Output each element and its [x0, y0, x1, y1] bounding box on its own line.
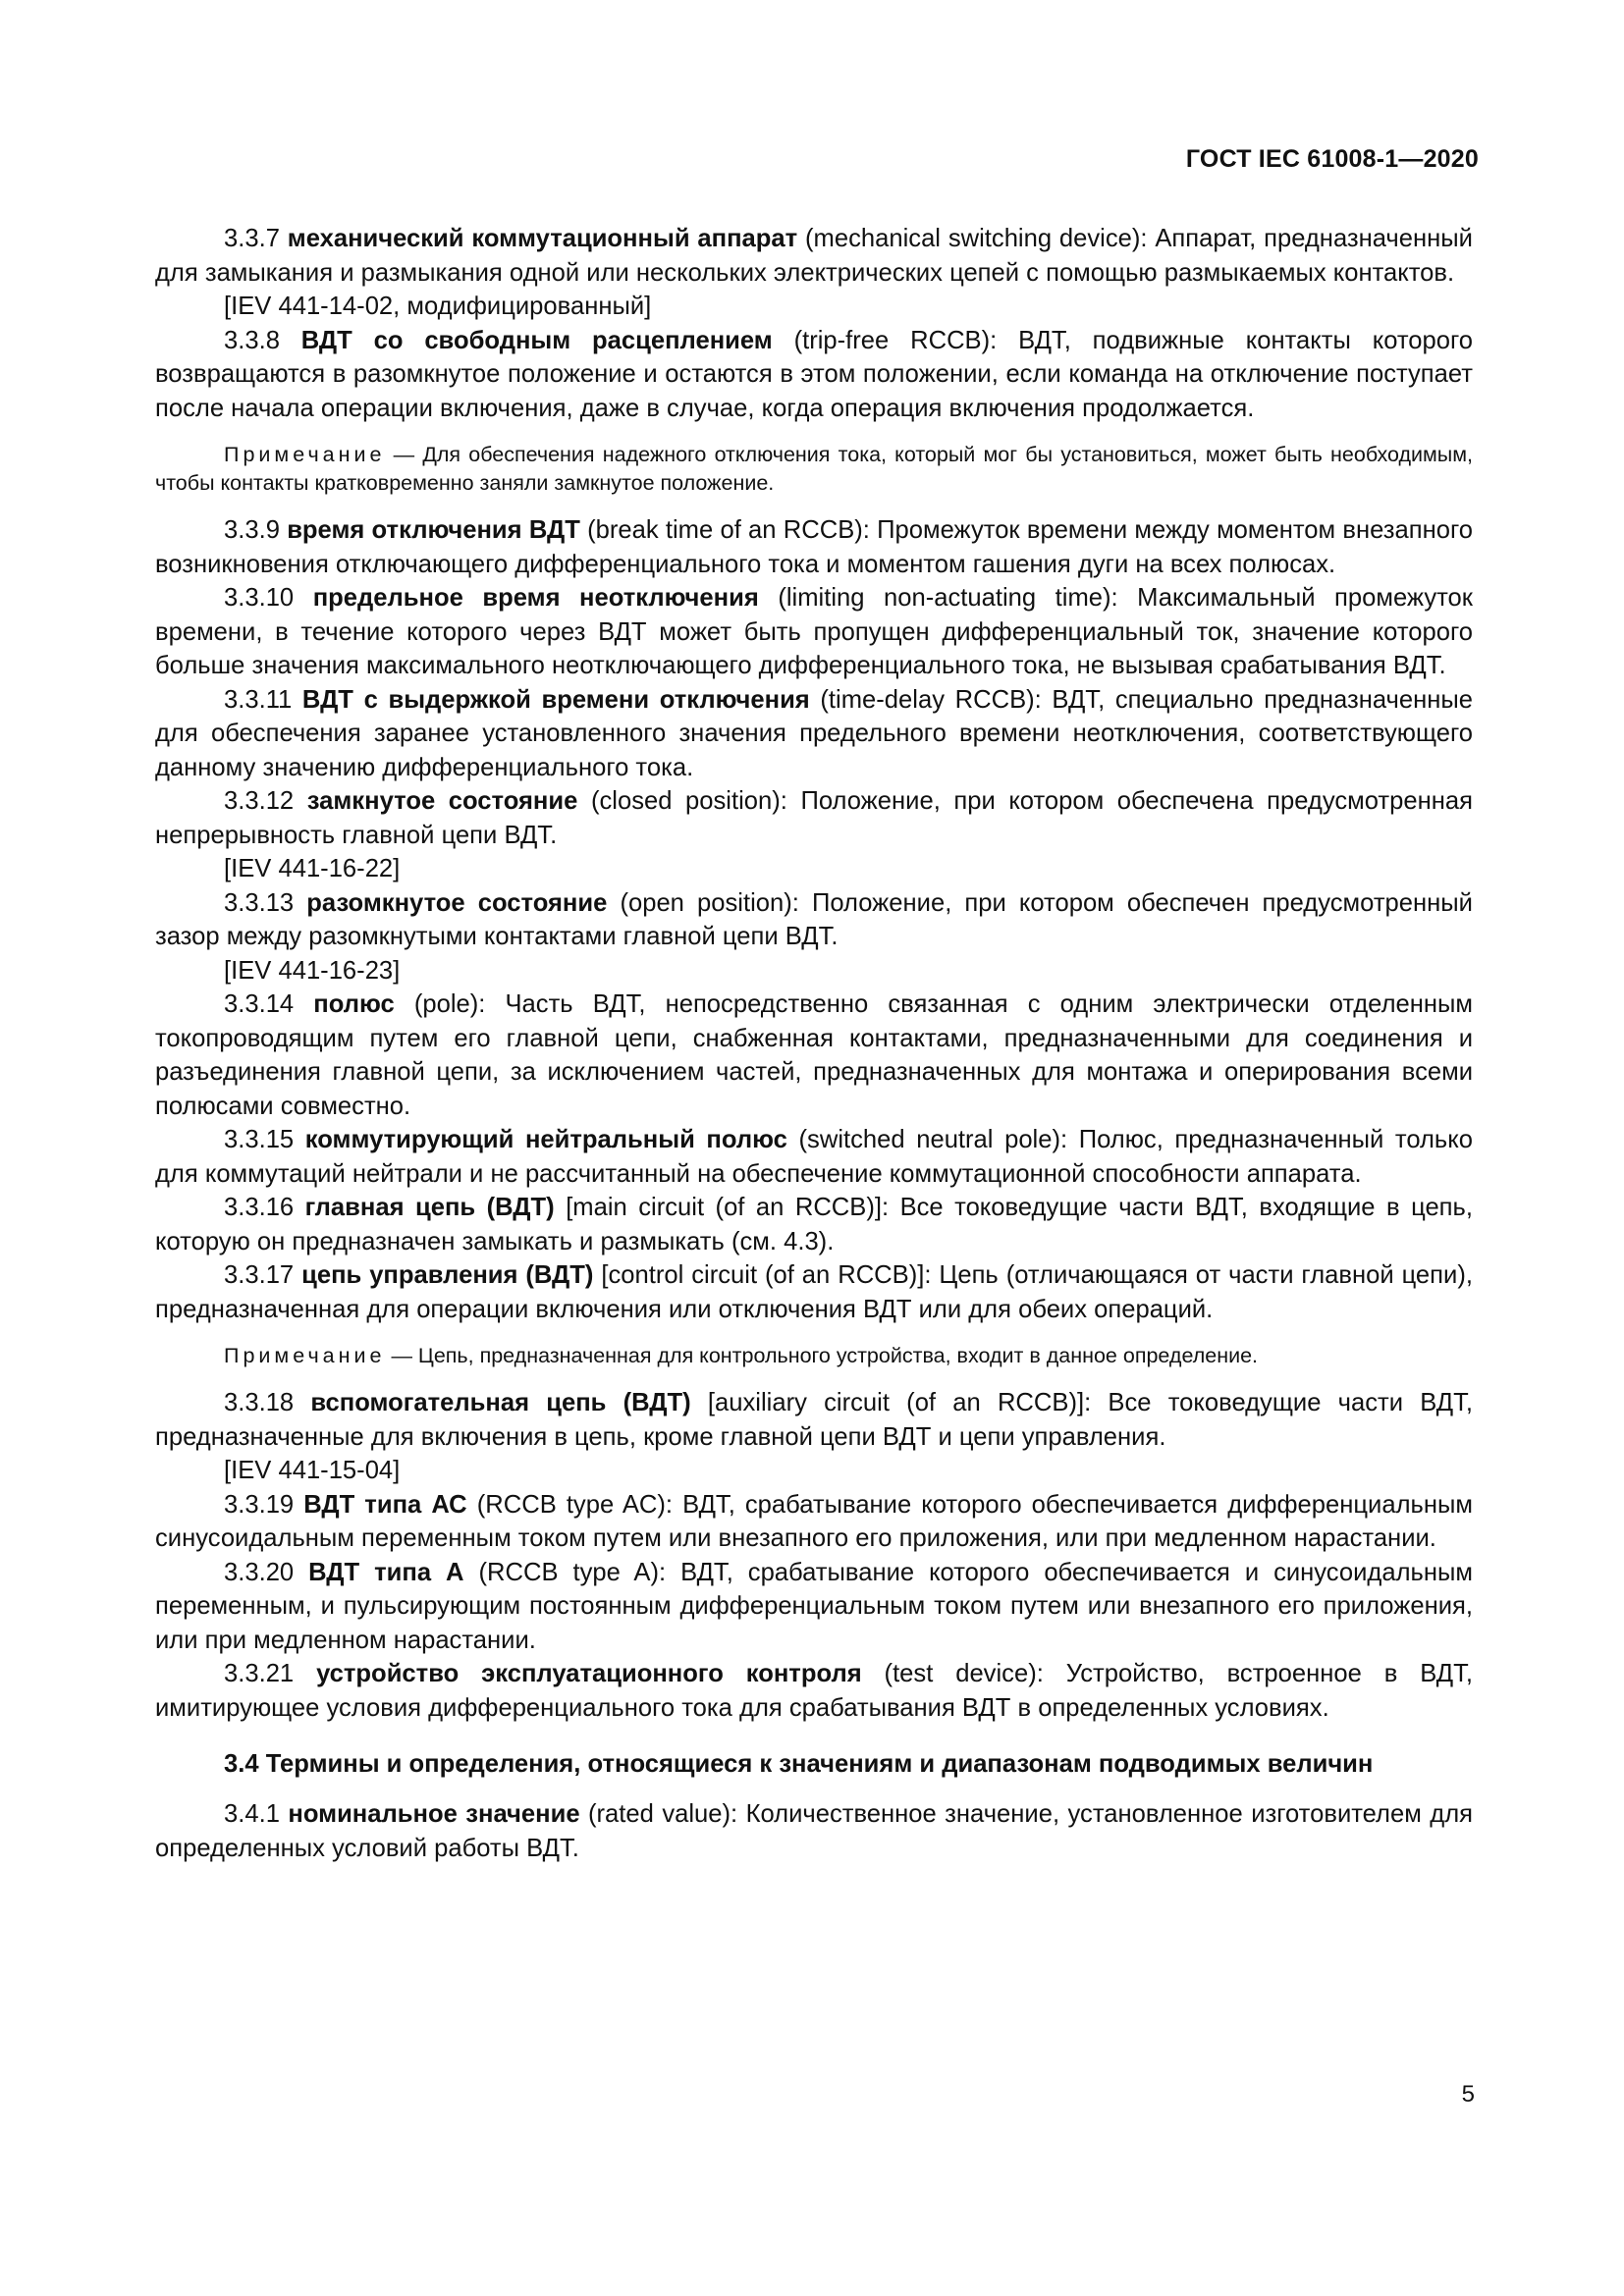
definition-paragraph [155, 988, 1473, 1123]
defined-term: цепь управления (ВДТ) [301, 1261, 594, 1289]
note-label: Примечание [224, 1344, 386, 1367]
iev-reference: [IEV 441-16-22] [224, 855, 401, 882]
document-code-header: ГОСТ IEC 61008-1—2020 [1185, 145, 1479, 173]
clause-number: 3.3.9 [224, 516, 280, 544]
definition-paragraph [155, 683, 1473, 785]
defined-term: разомкнутое состояние [306, 888, 608, 917]
defined-term: ВДТ со свободным расцеплением [300, 326, 773, 354]
defined-term: предельное время неотключения [312, 584, 759, 612]
clause-number: 3.3.18 [224, 1389, 295, 1416]
defined-term: механический коммутационный аппарат [287, 225, 798, 252]
defined-term: ВДТ типа А [308, 1558, 464, 1586]
clause-number: 3.3.10 [224, 584, 295, 612]
defined-term: замкнутое состояние [306, 787, 578, 815]
definition-paragraph [155, 1258, 1473, 1326]
iev-reference: [IEV 441-16-23] [224, 956, 401, 985]
defined-term: устройство эксплуатационного контроля [316, 1660, 862, 1687]
definition-text: (RCCB type AC): ВДТ, срабатывание которого обеспечивается дифференциальным синусоидальным переменным током путем или внезапного его приложения, или при медленном нарастании. [155, 1490, 1473, 1552]
clause-number: 3.3.8 [224, 326, 280, 354]
page-number: 5 [1461, 2081, 1475, 2108]
clause-number: 3.3.13 [224, 888, 295, 917]
defined-term: номинальное значение [288, 1800, 580, 1828]
definition-text: (closed position): Положение, при котором обеспечена предусмотренная непрерывность главной цепи ВДТ. [155, 787, 1473, 849]
definition-paragraph [155, 513, 1473, 581]
clause-number: 3.3.15 [224, 1126, 295, 1153]
clause-number: 3.4.1 [224, 1800, 280, 1828]
defined-term: вспомогательная цепь (ВДТ) [310, 1389, 691, 1416]
definition-paragraph [155, 1488, 1473, 1556]
clause-number: 3.3.16 [224, 1194, 295, 1221]
defined-term: коммутирующий нейтральный полюс [304, 1126, 787, 1153]
definition-paragraph [155, 581, 1473, 683]
definition-text: (open position): Положение, при котором обеспечен предусмотренный зазор между разомкнутыми контактами главной цепи ВДТ. [155, 888, 1473, 950]
clause-number: 3.3.17 [224, 1261, 295, 1289]
clause-number: 3.3.7 [224, 225, 280, 252]
section-heading: 3.4 Термины и определения, относящиеся к значениям и диапазонам подводимых величин [224, 1750, 1374, 1778]
definition-text: [main circuit (of an RCCB)]: Все токоведущие части ВДТ, входящие в цепь, которую он предназначен замыкать и размыкать (см. 4.3). [155, 1194, 1473, 1255]
defined-term: ВДТ с выдержкой времени отключения [301, 685, 810, 714]
clause-number: 3.3.19 [224, 1490, 295, 1519]
definition-text: (break time of an RCCB): Промежуток времени между моментом внезапного возникновения отключающего дифференциального тока и моментом гашения дуги на всех полюсах. [155, 516, 1473, 578]
definition-text: (switched neutral pole): Полюс, предназначенный только для коммутаций нейтрали и не рассчитанный на обеспечение коммутационной способности аппарата. [155, 1126, 1473, 1188]
definition-paragraph [155, 1657, 1473, 1725]
definition-text: (trip-free RCCB): ВДТ, подвижные контакты которого возвращаются в разомкнутое положение и остаются в этом положении, если команда на отключение поступает после начала операции включения, даже в случае, когда операция включения продолжается. [155, 326, 1474, 422]
definition-text: (limiting non-actuating time): Максимальный промежуток времени, в течение которого через ВДТ может быть пропущен дифференциальный ток, значение которого больше значения максимального неотключающего дифференциального тока, не вызывая срабатывания ВДТ. [155, 584, 1473, 679]
definition-text: [auxiliary circuit (of an RCCB)]: Все токоведущие части ВДТ, предназначенные для включения в цепь, кроме главной цепи ВДТ и цепи управления. [155, 1389, 1473, 1451]
note-label: Примечание [224, 443, 386, 466]
definition-text: [control circuit (of an RCCB)]: Цепь (отличающаяся от части главной цепи), предназначенная для операции включения или отключения ВДТ или для обеих операций. [155, 1261, 1473, 1323]
definition-text: (pole): Часть ВДТ, непосредственно связанная с одним электрически отделенным токопроводящим путем его главной цепи, снабженная контактами, предназначенными для соединения и разъединения главной цепи, за исключением частей, предназначенных для монтажа и оперирования всеми полюсами совместно. [155, 990, 1473, 1120]
definition-paragraph [155, 784, 1473, 852]
iev-reference: [IEV 441-15-04] [224, 1457, 401, 1484]
definition-text: (RCCB type A): ВДТ, срабатывание которого обеспечивается и синусоидальным переменным, и пульсирующим постоянным дифференциальным током путем или внезапного его приложения, или при медленном нарастании. [155, 1558, 1473, 1654]
note-text: — Цепь, предназначенная для контрольного устройства, входит в данное определение. [391, 1344, 1259, 1367]
definition-text: (time-delay RCCB): ВДТ, специально предназначенные для обеспечения заранее установленного значения предельного времени неотключения, соответствующего данному значению дифференциального тока. [155, 685, 1473, 781]
definition-paragraph [155, 1123, 1473, 1191]
definition-text: (mechanical switching device): Аппарат, предназначенный для замыкания и размыкания одной или нескольких электрических цепей с помощью размыкаемых контактов. [155, 225, 1473, 287]
clause-number: 3.3.21 [224, 1660, 295, 1687]
clause-number: 3.3.11 [224, 685, 293, 714]
definition-paragraph [155, 1556, 1473, 1658]
definition-text: (test device): Устройство, встроенное в ВДТ, имитирующее условия дифференциального тока для срабатывания ВДТ в определенных условиях. [155, 1660, 1473, 1722]
definition-text: (rated value): Количественное значение, установленное изготовителем для определенных условий работы ВДТ. [155, 1800, 1473, 1862]
clause-number: 3.3.12 [224, 787, 295, 815]
clause-number: 3.3.14 [224, 990, 295, 1018]
iev-reference: [IEV 441-14-02, модифицированный] [224, 293, 652, 320]
defined-term: главная цепь (ВДТ) [304, 1194, 555, 1221]
note-paragraph [155, 441, 1473, 498]
note-text: — Для обеспечения надежного отключения тока, который мог бы установиться, может быть необходимым, чтобы контакты кратковременно заняли замкнутое положение. [155, 443, 1473, 495]
definition-paragraph [155, 324, 1473, 426]
document-body [155, 222, 1473, 1865]
defined-term: ВДТ типа АС [303, 1490, 467, 1519]
defined-term: время отключения ВДТ [287, 516, 580, 544]
definition-paragraph [155, 222, 1473, 290]
note-paragraph [155, 1342, 1473, 1370]
defined-term: полюс [313, 990, 395, 1018]
definition-paragraph [155, 1797, 1473, 1865]
definition-paragraph [155, 1386, 1473, 1454]
definition-paragraph [155, 1191, 1473, 1258]
clause-number: 3.3.20 [224, 1558, 295, 1586]
definition-paragraph [155, 886, 1473, 954]
